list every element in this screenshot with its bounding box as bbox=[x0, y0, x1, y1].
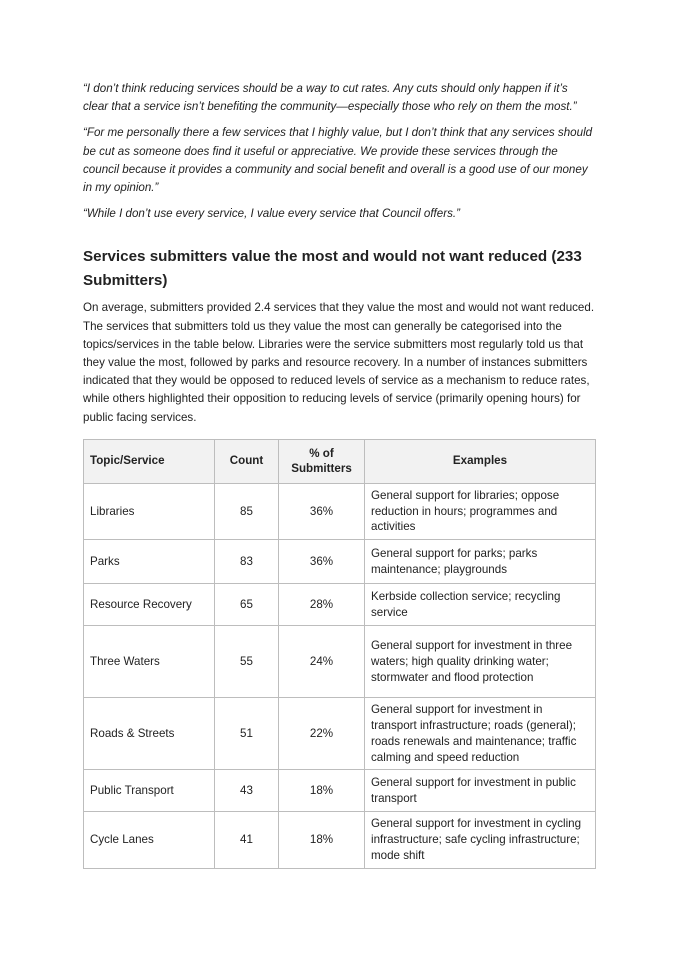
cell-examples: General support for investment in cycling infrastructure; safe cycling infrastructure; mode shift bbox=[365, 812, 596, 868]
cell-examples: General support for libraries; oppose reduction in hours; programmes and activities bbox=[365, 483, 596, 539]
header-examples: Examples bbox=[365, 439, 596, 483]
cell-topic: Resource Recovery bbox=[84, 584, 215, 626]
table-row bbox=[84, 584, 596, 626]
cell-topic: Three Waters bbox=[84, 626, 215, 698]
cell-examples: General support for parks; parks maintenance; playgrounds bbox=[365, 540, 596, 584]
table-row bbox=[84, 483, 596, 539]
header-topic: Topic/Service bbox=[84, 439, 215, 483]
cell-percent: 24% bbox=[279, 626, 365, 698]
quote-2: “For me personally there a few services that I highly value, but I don’t think that any services should be cut as someone does find it useful or appreciative. We provide these services through the council because it provides a community and social benefit and overall is a good use of our money in my opinion.” bbox=[83, 126, 593, 195]
cell-examples: General support for investment in public transport bbox=[365, 770, 596, 812]
cell-percent: 36% bbox=[279, 540, 365, 584]
cell-count: 65 bbox=[215, 584, 279, 626]
table-row bbox=[84, 812, 596, 868]
cell-topic: Roads & Streets bbox=[84, 698, 215, 770]
cell-percent: 36% bbox=[279, 483, 365, 539]
cell-percent: 28% bbox=[279, 584, 365, 626]
cell-count: 55 bbox=[215, 626, 279, 698]
cell-percent: 18% bbox=[279, 770, 365, 812]
cell-count: 43 bbox=[215, 770, 279, 812]
cell-examples: Kerbside collection service; recycling service bbox=[365, 584, 596, 626]
cell-examples: General support for investment in three waters; high quality drinking water; stormwater and flood protection bbox=[365, 626, 596, 698]
document-page bbox=[83, 80, 595, 869]
cell-count: 51 bbox=[215, 698, 279, 770]
header-count: Count bbox=[215, 439, 279, 483]
section-paragraph: On average, submitters provided 2.4 services that they value the most and would not want reduced. The services that submitters told us they value the most can generally be categorised into the topics/services in the table below. Libraries were the service submitters most regularly told us that they value the most, followed by parks and resource recovery. In a number of instances submitters indicated that they would be opposed to reduced levels of service as a mechanism to reduce rates, while others highlighted their opposition to reducing levels of service (primarily opening hours) for public facing services. bbox=[83, 301, 595, 424]
cell-topic: Libraries bbox=[84, 483, 215, 539]
quote-1: “I don’t think reducing services should be a way to cut rates. Any cuts should only happen if it’s clear that a service isn’t benefiting the community—especially those who rely on them the most.” bbox=[83, 82, 577, 114]
cell-percent: 22% bbox=[279, 698, 365, 770]
cell-examples: General support for investment in transport infrastructure; roads (general); roads renewals and maintenance; traffic calming and speed reduction bbox=[365, 698, 596, 770]
table-row bbox=[84, 626, 596, 698]
cell-topic: Cycle Lanes bbox=[84, 812, 215, 868]
quote-3: “While I don’t use every service, I value every service that Council offers.” bbox=[83, 207, 460, 221]
cell-count: 85 bbox=[215, 483, 279, 539]
cell-count: 83 bbox=[215, 540, 279, 584]
cell-topic: Public Transport bbox=[84, 770, 215, 812]
table-header-row bbox=[84, 439, 596, 483]
services-table bbox=[83, 439, 596, 869]
cell-count: 41 bbox=[215, 812, 279, 868]
cell-topic: Parks bbox=[84, 540, 215, 584]
section-heading: Services submitters value the most and would not want reduced (233 Submitters) bbox=[83, 248, 582, 290]
cell-percent: 18% bbox=[279, 812, 365, 868]
table-row bbox=[84, 770, 596, 812]
table-row bbox=[84, 698, 596, 770]
header-percent: % of Submitters bbox=[279, 439, 365, 483]
table-row bbox=[84, 540, 596, 584]
